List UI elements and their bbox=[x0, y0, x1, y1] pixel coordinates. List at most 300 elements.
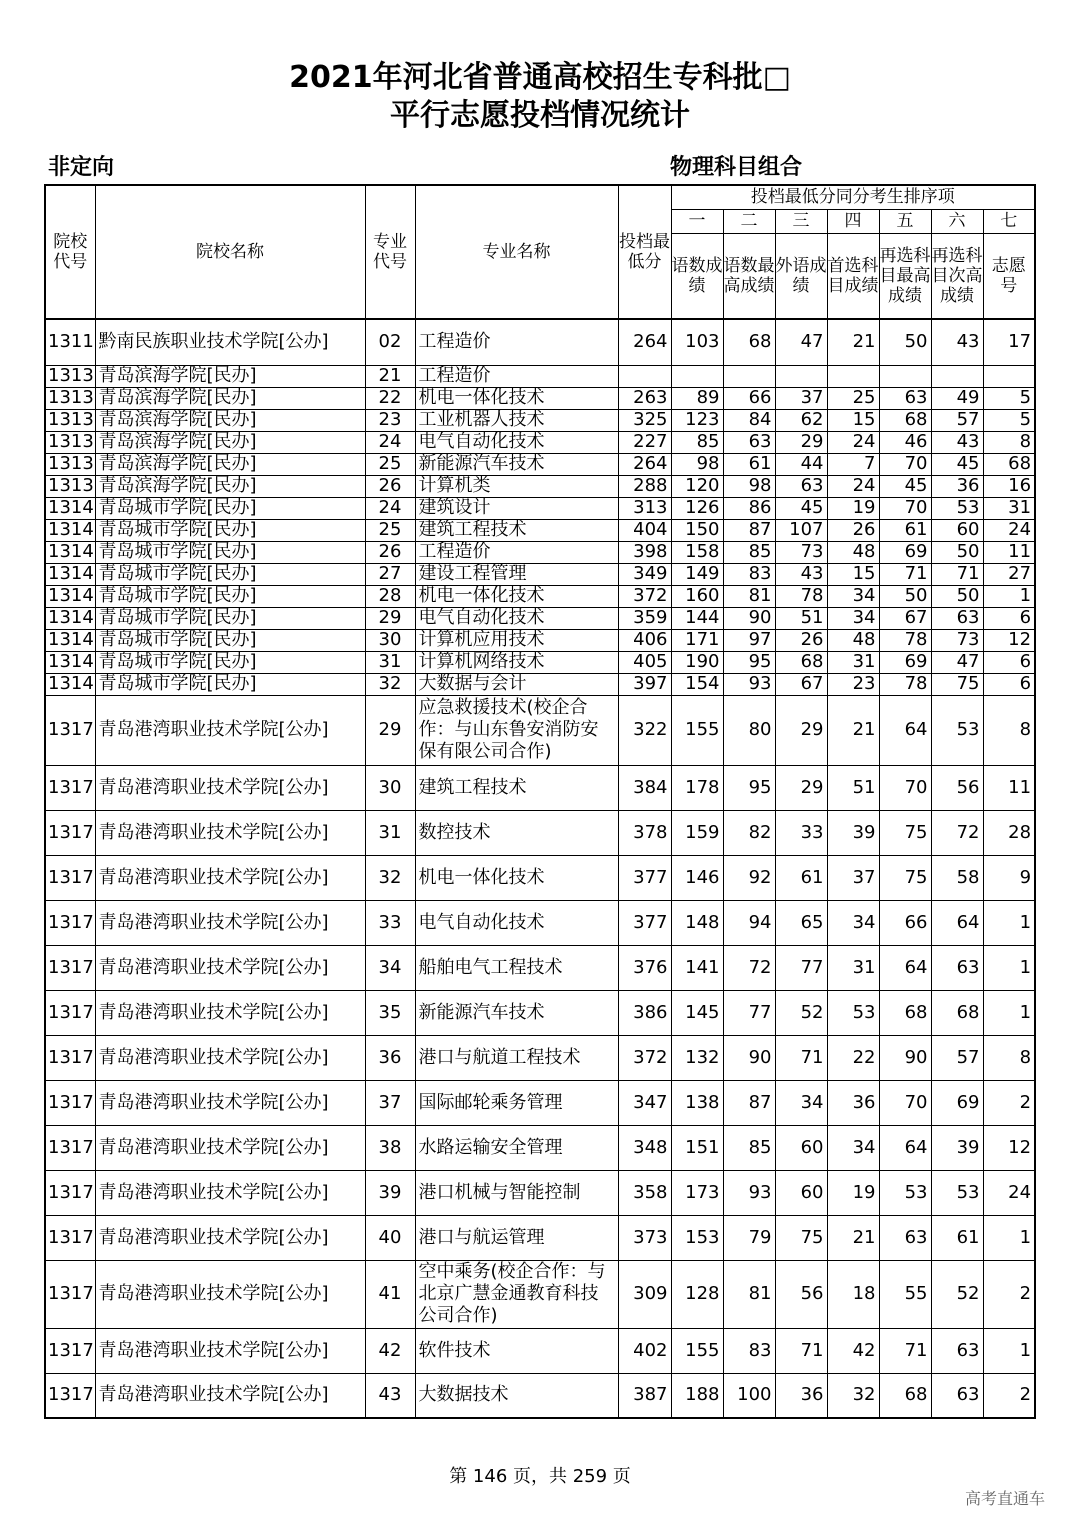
school-name-cell: 青岛滨海学院[民办] bbox=[95, 409, 365, 431]
rank5-cell: 71 bbox=[879, 1328, 931, 1373]
rank6-cell: 50 bbox=[931, 585, 983, 607]
rank6-cell: 63 bbox=[931, 1373, 983, 1418]
major-code-cell: 31 bbox=[365, 651, 415, 673]
rank2-cell: 90 bbox=[723, 607, 775, 629]
major-name-cell: 工业机器人技术 bbox=[415, 409, 618, 431]
subtitle-right: 物理科目组合 bbox=[670, 155, 803, 180]
rank6-cell: 57 bbox=[931, 409, 983, 431]
school-code-cell: 1317 bbox=[45, 1170, 95, 1215]
rank6-cell: 57 bbox=[931, 1035, 983, 1080]
rank3-cell: 29 bbox=[775, 431, 827, 453]
school-name-cell: 青岛港湾职业技术学院[公办] bbox=[95, 855, 365, 900]
school-code-cell: 1313 bbox=[45, 475, 95, 497]
rank1-cell: 144 bbox=[671, 607, 723, 629]
school-code-cell: 1317 bbox=[45, 990, 95, 1035]
rank3-cell: 71 bbox=[775, 1328, 827, 1373]
rank1-cell: 85 bbox=[671, 431, 723, 453]
rank6-cell: 36 bbox=[931, 475, 983, 497]
school-name-cell: 青岛城市学院[民办] bbox=[95, 651, 365, 673]
rank6-cell: 72 bbox=[931, 810, 983, 855]
rank7-cell: 5 bbox=[983, 387, 1035, 409]
major-name-cell: 建设工程管理 bbox=[415, 563, 618, 585]
rank6-cell: 63 bbox=[931, 607, 983, 629]
rank6-cell: 73 bbox=[931, 629, 983, 651]
rank7-cell: 12 bbox=[983, 1125, 1035, 1170]
rank2-cell: 81 bbox=[723, 1260, 775, 1328]
major-code-cell: 42 bbox=[365, 1328, 415, 1373]
major-code-cell: 27 bbox=[365, 563, 415, 585]
rank2-cell: 98 bbox=[723, 475, 775, 497]
min-score-cell: 347 bbox=[618, 1080, 671, 1125]
rank4-cell: 51 bbox=[827, 765, 879, 810]
rank4-cell: 22 bbox=[827, 1035, 879, 1080]
rank7-cell: 1 bbox=[983, 1215, 1035, 1260]
rank1-cell: 178 bbox=[671, 765, 723, 810]
major-name-cell: 软件技术 bbox=[415, 1328, 618, 1373]
rank4-cell: 32 bbox=[827, 1373, 879, 1418]
rank4-cell: 39 bbox=[827, 810, 879, 855]
min-score-cell: 373 bbox=[618, 1215, 671, 1260]
table-row bbox=[45, 1215, 1035, 1260]
school-code-cell: 1313 bbox=[45, 387, 95, 409]
school-code-cell: 1317 bbox=[45, 765, 95, 810]
rank6-cell: 53 bbox=[931, 1170, 983, 1215]
major-name-cell: 机电一体化技术 bbox=[415, 585, 618, 607]
rank6-cell: 39 bbox=[931, 1125, 983, 1170]
rank7-cell: 8 bbox=[983, 431, 1035, 453]
major-name-cell: 新能源汽车技术 bbox=[415, 990, 618, 1035]
rank7-cell: 2 bbox=[983, 1373, 1035, 1418]
table-row bbox=[45, 855, 1035, 900]
rank3-cell: 63 bbox=[775, 475, 827, 497]
major-name-cell: 计算机应用技术 bbox=[415, 629, 618, 651]
rank2-cell: 92 bbox=[723, 855, 775, 900]
rank3-cell: 45 bbox=[775, 497, 827, 519]
rank6-cell: 64 bbox=[931, 900, 983, 945]
rank5-cell: 90 bbox=[879, 1035, 931, 1080]
school-code-cell: 1317 bbox=[45, 1260, 95, 1328]
table-row bbox=[45, 497, 1035, 519]
header-item: 再选科目最高成绩 bbox=[879, 233, 931, 319]
rank4-cell: 25 bbox=[827, 387, 879, 409]
rank2-cell: 72 bbox=[723, 945, 775, 990]
rank7-cell: 24 bbox=[983, 519, 1035, 541]
rank7-cell: 8 bbox=[983, 695, 1035, 765]
rank7-cell: 31 bbox=[983, 497, 1035, 519]
school-code-cell: 1313 bbox=[45, 365, 95, 387]
min-score-cell: 378 bbox=[618, 810, 671, 855]
school-name-cell: 青岛港湾职业技术学院[公办] bbox=[95, 945, 365, 990]
rank2-cell: 84 bbox=[723, 409, 775, 431]
table-row bbox=[45, 945, 1035, 990]
rank1-cell: 126 bbox=[671, 497, 723, 519]
major-name-cell: 电气自动化技术 bbox=[415, 431, 618, 453]
major-code-cell: 26 bbox=[365, 475, 415, 497]
header-item: 再选科目次高成绩 bbox=[931, 233, 983, 319]
header-rank: 四 bbox=[827, 209, 879, 233]
major-name-cell: 港口机械与智能控制 bbox=[415, 1170, 618, 1215]
major-name-cell: 建筑设计 bbox=[415, 497, 618, 519]
table-row bbox=[45, 387, 1035, 409]
table-row bbox=[45, 1170, 1035, 1215]
rank7-cell: 11 bbox=[983, 541, 1035, 563]
rank3-cell: 60 bbox=[775, 1125, 827, 1170]
major-code-cell: 23 bbox=[365, 409, 415, 431]
rank3-cell: 51 bbox=[775, 607, 827, 629]
school-name-cell: 青岛滨海学院[民办] bbox=[95, 431, 365, 453]
school-code-cell: 1317 bbox=[45, 855, 95, 900]
rank2-cell: 79 bbox=[723, 1215, 775, 1260]
rank7-cell: 8 bbox=[983, 1035, 1035, 1080]
min-score-cell: 377 bbox=[618, 900, 671, 945]
rank5-cell: 45 bbox=[879, 475, 931, 497]
rank1-cell: 138 bbox=[671, 1080, 723, 1125]
rank2-cell: 95 bbox=[723, 765, 775, 810]
school-name-cell: 青岛港湾职业技术学院[公办] bbox=[95, 990, 365, 1035]
rank4-cell: 34 bbox=[827, 900, 879, 945]
table-row bbox=[45, 563, 1035, 585]
rank2-cell: 87 bbox=[723, 1080, 775, 1125]
rank6-cell: 53 bbox=[931, 695, 983, 765]
school-code-cell: 1314 bbox=[45, 519, 95, 541]
major-code-cell: 39 bbox=[365, 1170, 415, 1215]
rank7-cell: 5 bbox=[983, 409, 1035, 431]
school-code-cell: 1311 bbox=[45, 319, 95, 365]
major-name-cell: 机电一体化技术 bbox=[415, 387, 618, 409]
header-item: 首选科目成绩 bbox=[827, 233, 879, 319]
rank1-cell: 155 bbox=[671, 695, 723, 765]
rank1-cell: 148 bbox=[671, 900, 723, 945]
min-score-cell: 264 bbox=[618, 453, 671, 475]
rank2-cell: 86 bbox=[723, 497, 775, 519]
school-name-cell: 青岛港湾职业技术学院[公办] bbox=[95, 1328, 365, 1373]
rank7-cell: 24 bbox=[983, 1170, 1035, 1215]
rank3-cell: 36 bbox=[775, 1373, 827, 1418]
rank5-cell: 64 bbox=[879, 695, 931, 765]
header-rank: 五 bbox=[879, 209, 931, 233]
rank7-cell: 16 bbox=[983, 475, 1035, 497]
table-row bbox=[45, 990, 1035, 1035]
rank4-cell: 36 bbox=[827, 1080, 879, 1125]
rank5-cell: 68 bbox=[879, 409, 931, 431]
table-row bbox=[45, 585, 1035, 607]
rank3-cell: 78 bbox=[775, 585, 827, 607]
rank3-cell: 47 bbox=[775, 319, 827, 365]
rank4-cell: 21 bbox=[827, 1215, 879, 1260]
major-name-cell: 建筑工程技术 bbox=[415, 765, 618, 810]
rank2-cell: 94 bbox=[723, 900, 775, 945]
rank1-cell: 128 bbox=[671, 1260, 723, 1328]
school-name-cell: 青岛城市学院[民办] bbox=[95, 673, 365, 695]
rank6-cell: 63 bbox=[931, 1328, 983, 1373]
table-row bbox=[45, 810, 1035, 855]
min-score-cell: 264 bbox=[618, 319, 671, 365]
header-item: 语数成绩 bbox=[671, 233, 723, 319]
min-score-cell: 322 bbox=[618, 695, 671, 765]
rank5-cell bbox=[879, 365, 931, 387]
major-code-cell: 25 bbox=[365, 519, 415, 541]
rank1-cell: 151 bbox=[671, 1125, 723, 1170]
school-code-cell: 1317 bbox=[45, 810, 95, 855]
min-score-cell: 404 bbox=[618, 519, 671, 541]
rank7-cell: 68 bbox=[983, 453, 1035, 475]
rank1-cell: 149 bbox=[671, 563, 723, 585]
rank1-cell: 154 bbox=[671, 673, 723, 695]
school-code-cell: 1314 bbox=[45, 607, 95, 629]
rank2-cell: 83 bbox=[723, 563, 775, 585]
min-score-cell: 405 bbox=[618, 651, 671, 673]
min-score-cell: 348 bbox=[618, 1125, 671, 1170]
school-name-cell: 青岛滨海学院[民办] bbox=[95, 387, 365, 409]
major-code-cell: 26 bbox=[365, 541, 415, 563]
rank6-cell: 49 bbox=[931, 387, 983, 409]
school-code-cell: 1317 bbox=[45, 945, 95, 990]
school-name-cell: 青岛城市学院[民办] bbox=[95, 629, 365, 651]
rank4-cell: 19 bbox=[827, 1170, 879, 1215]
school-name-cell: 青岛城市学院[民办] bbox=[95, 497, 365, 519]
rank6-cell: 69 bbox=[931, 1080, 983, 1125]
table-row bbox=[45, 1260, 1035, 1328]
major-name-cell: 工程造价 bbox=[415, 319, 618, 365]
rank2-cell: 82 bbox=[723, 810, 775, 855]
major-code-cell: 32 bbox=[365, 855, 415, 900]
rank4-cell: 18 bbox=[827, 1260, 879, 1328]
rank3-cell: 67 bbox=[775, 673, 827, 695]
major-code-cell: 37 bbox=[365, 1080, 415, 1125]
major-code-cell: 29 bbox=[365, 695, 415, 765]
rank5-cell: 70 bbox=[879, 1080, 931, 1125]
table-row bbox=[45, 1080, 1035, 1125]
min-score-cell: 384 bbox=[618, 765, 671, 810]
major-name-cell: 大数据技术 bbox=[415, 1373, 618, 1418]
school-code-cell: 1313 bbox=[45, 431, 95, 453]
school-name-cell: 青岛城市学院[民办] bbox=[95, 541, 365, 563]
rank4-cell: 7 bbox=[827, 453, 879, 475]
rank1-cell: 89 bbox=[671, 387, 723, 409]
rank6-cell: 75 bbox=[931, 673, 983, 695]
table-row bbox=[45, 695, 1035, 765]
rank3-cell: 60 bbox=[775, 1170, 827, 1215]
major-code-cell: 21 bbox=[365, 365, 415, 387]
min-score-cell: 227 bbox=[618, 431, 671, 453]
school-code-cell: 1317 bbox=[45, 695, 95, 765]
major-name-cell: 船舶电气工程技术 bbox=[415, 945, 618, 990]
rank4-cell: 34 bbox=[827, 607, 879, 629]
min-score-cell bbox=[618, 365, 671, 387]
rank4-cell: 48 bbox=[827, 629, 879, 651]
major-name-cell: 机电一体化技术 bbox=[415, 855, 618, 900]
major-code-cell: 33 bbox=[365, 900, 415, 945]
header-rank-group: 投档最低分同分考生排序项 bbox=[671, 185, 1035, 209]
min-score-cell: 377 bbox=[618, 855, 671, 900]
rank2-cell: 66 bbox=[723, 387, 775, 409]
min-score-cell: 263 bbox=[618, 387, 671, 409]
header-rank: 二 bbox=[723, 209, 775, 233]
school-name-cell: 青岛城市学院[民办] bbox=[95, 585, 365, 607]
rank5-cell: 70 bbox=[879, 765, 931, 810]
major-name-cell: 工程造价 bbox=[415, 541, 618, 563]
rank4-cell: 34 bbox=[827, 1125, 879, 1170]
min-score-cell: 406 bbox=[618, 629, 671, 651]
school-code-cell: 1314 bbox=[45, 585, 95, 607]
rank4-cell: 42 bbox=[827, 1328, 879, 1373]
rank1-cell: 145 bbox=[671, 990, 723, 1035]
rank6-cell: 43 bbox=[931, 319, 983, 365]
rank7-cell: 6 bbox=[983, 607, 1035, 629]
rank3-cell: 61 bbox=[775, 855, 827, 900]
table-header bbox=[45, 185, 1035, 319]
school-code-cell: 1317 bbox=[45, 1215, 95, 1260]
rank1-cell: 190 bbox=[671, 651, 723, 673]
rank7-cell: 6 bbox=[983, 673, 1035, 695]
rank4-cell: 24 bbox=[827, 431, 879, 453]
major-code-cell: 02 bbox=[365, 319, 415, 365]
rank1-cell: 132 bbox=[671, 1035, 723, 1080]
rank6-cell: 45 bbox=[931, 453, 983, 475]
rank6-cell: 61 bbox=[931, 1215, 983, 1260]
header-school-name: 院校名称 bbox=[95, 185, 365, 319]
major-name-cell: 应急救援技术(校企合作：与山东鲁安消防安保有限公司合作) bbox=[415, 695, 618, 765]
rank2-cell: 93 bbox=[723, 673, 775, 695]
rank4-cell: 15 bbox=[827, 563, 879, 585]
major-code-cell: 34 bbox=[365, 945, 415, 990]
school-code-cell: 1314 bbox=[45, 541, 95, 563]
rank3-cell: 65 bbox=[775, 900, 827, 945]
rank1-cell: 159 bbox=[671, 810, 723, 855]
rank7-cell: 27 bbox=[983, 563, 1035, 585]
rank3-cell: 29 bbox=[775, 695, 827, 765]
rank1-cell: 171 bbox=[671, 629, 723, 651]
major-code-cell: 30 bbox=[365, 765, 415, 810]
school-name-cell: 青岛港湾职业技术学院[公办] bbox=[95, 1215, 365, 1260]
rank4-cell: 53 bbox=[827, 990, 879, 1035]
rank5-cell: 64 bbox=[879, 945, 931, 990]
rank6-cell: 63 bbox=[931, 945, 983, 990]
header-rank: 三 bbox=[775, 209, 827, 233]
rank6-cell: 53 bbox=[931, 497, 983, 519]
rank6-cell: 60 bbox=[931, 519, 983, 541]
rank6-cell: 47 bbox=[931, 651, 983, 673]
major-code-cell: 22 bbox=[365, 387, 415, 409]
table-row bbox=[45, 519, 1035, 541]
rank5-cell: 63 bbox=[879, 387, 931, 409]
min-score-cell: 349 bbox=[618, 563, 671, 585]
rank1-cell: 98 bbox=[671, 453, 723, 475]
major-code-cell: 32 bbox=[365, 673, 415, 695]
rank7-cell: 2 bbox=[983, 1080, 1035, 1125]
table-body bbox=[45, 319, 1035, 1418]
school-code-cell: 1314 bbox=[45, 629, 95, 651]
rank4-cell: 15 bbox=[827, 409, 879, 431]
school-name-cell: 青岛港湾职业技术学院[公办] bbox=[95, 900, 365, 945]
rank1-cell: 173 bbox=[671, 1170, 723, 1215]
school-name-cell: 青岛港湾职业技术学院[公办] bbox=[95, 1080, 365, 1125]
table-row bbox=[45, 673, 1035, 695]
rank7-cell: 12 bbox=[983, 629, 1035, 651]
major-name-cell: 电气自动化技术 bbox=[415, 900, 618, 945]
header-min-score: 投档最低分 bbox=[618, 185, 671, 319]
rank2-cell: 85 bbox=[723, 1125, 775, 1170]
school-name-cell: 青岛港湾职业技术学院[公办] bbox=[95, 1373, 365, 1418]
major-name-cell: 工程造价 bbox=[415, 365, 618, 387]
rank1-cell: 141 bbox=[671, 945, 723, 990]
rank5-cell: 75 bbox=[879, 810, 931, 855]
rank4-cell: 23 bbox=[827, 673, 879, 695]
rank2-cell: 68 bbox=[723, 319, 775, 365]
rank6-cell: 71 bbox=[931, 563, 983, 585]
rank6-cell: 43 bbox=[931, 431, 983, 453]
table-row bbox=[45, 431, 1035, 453]
rank2-cell: 95 bbox=[723, 651, 775, 673]
rank2-cell: 81 bbox=[723, 585, 775, 607]
header-school-code: 院校代号 bbox=[45, 185, 95, 319]
major-name-cell: 计算机网络技术 bbox=[415, 651, 618, 673]
rank3-cell: 34 bbox=[775, 1080, 827, 1125]
school-name-cell: 青岛港湾职业技术学院[公办] bbox=[95, 1260, 365, 1328]
school-name-cell: 青岛港湾职业技术学院[公办] bbox=[95, 695, 365, 765]
rank1-cell bbox=[671, 365, 723, 387]
table-row bbox=[45, 319, 1035, 365]
major-code-cell: 25 bbox=[365, 453, 415, 475]
major-name-cell: 电气自动化技术 bbox=[415, 607, 618, 629]
rank1-cell: 188 bbox=[671, 1373, 723, 1418]
rank7-cell: 2 bbox=[983, 1260, 1035, 1328]
rank5-cell: 68 bbox=[879, 990, 931, 1035]
rank3-cell: 62 bbox=[775, 409, 827, 431]
rank1-cell: 153 bbox=[671, 1215, 723, 1260]
school-name-cell: 青岛港湾职业技术学院[公办] bbox=[95, 1170, 365, 1215]
rank2-cell: 83 bbox=[723, 1328, 775, 1373]
rank3-cell: 56 bbox=[775, 1260, 827, 1328]
table-row bbox=[45, 651, 1035, 673]
min-score-cell: 309 bbox=[618, 1260, 671, 1328]
rank5-cell: 71 bbox=[879, 563, 931, 585]
rank3-cell bbox=[775, 365, 827, 387]
major-code-cell: 36 bbox=[365, 1035, 415, 1080]
school-name-cell: 青岛城市学院[民办] bbox=[95, 519, 365, 541]
rank2-cell: 85 bbox=[723, 541, 775, 563]
rank3-cell: 75 bbox=[775, 1215, 827, 1260]
rank5-cell: 46 bbox=[879, 431, 931, 453]
rank3-cell: 33 bbox=[775, 810, 827, 855]
table-row bbox=[45, 607, 1035, 629]
rank4-cell: 31 bbox=[827, 945, 879, 990]
rank3-cell: 52 bbox=[775, 990, 827, 1035]
rank3-cell: 77 bbox=[775, 945, 827, 990]
school-code-cell: 1313 bbox=[45, 409, 95, 431]
school-code-cell: 1314 bbox=[45, 673, 95, 695]
rank1-cell: 155 bbox=[671, 1328, 723, 1373]
rank4-cell: 26 bbox=[827, 519, 879, 541]
major-code-cell: 41 bbox=[365, 1260, 415, 1328]
rank5-cell: 66 bbox=[879, 900, 931, 945]
rank4-cell: 24 bbox=[827, 475, 879, 497]
rank4-cell bbox=[827, 365, 879, 387]
min-score-cell: 325 bbox=[618, 409, 671, 431]
rank7-cell: 17 bbox=[983, 319, 1035, 365]
rank7-cell: 1 bbox=[983, 945, 1035, 990]
school-code-cell: 1313 bbox=[45, 453, 95, 475]
school-name-cell: 青岛港湾职业技术学院[公办] bbox=[95, 765, 365, 810]
major-code-cell: 24 bbox=[365, 497, 415, 519]
school-code-cell: 1317 bbox=[45, 1080, 95, 1125]
rank2-cell: 100 bbox=[723, 1373, 775, 1418]
major-code-cell: 28 bbox=[365, 585, 415, 607]
rank5-cell: 63 bbox=[879, 1215, 931, 1260]
rank3-cell: 71 bbox=[775, 1035, 827, 1080]
admission-table bbox=[44, 184, 1036, 1419]
rank2-cell: 87 bbox=[723, 519, 775, 541]
